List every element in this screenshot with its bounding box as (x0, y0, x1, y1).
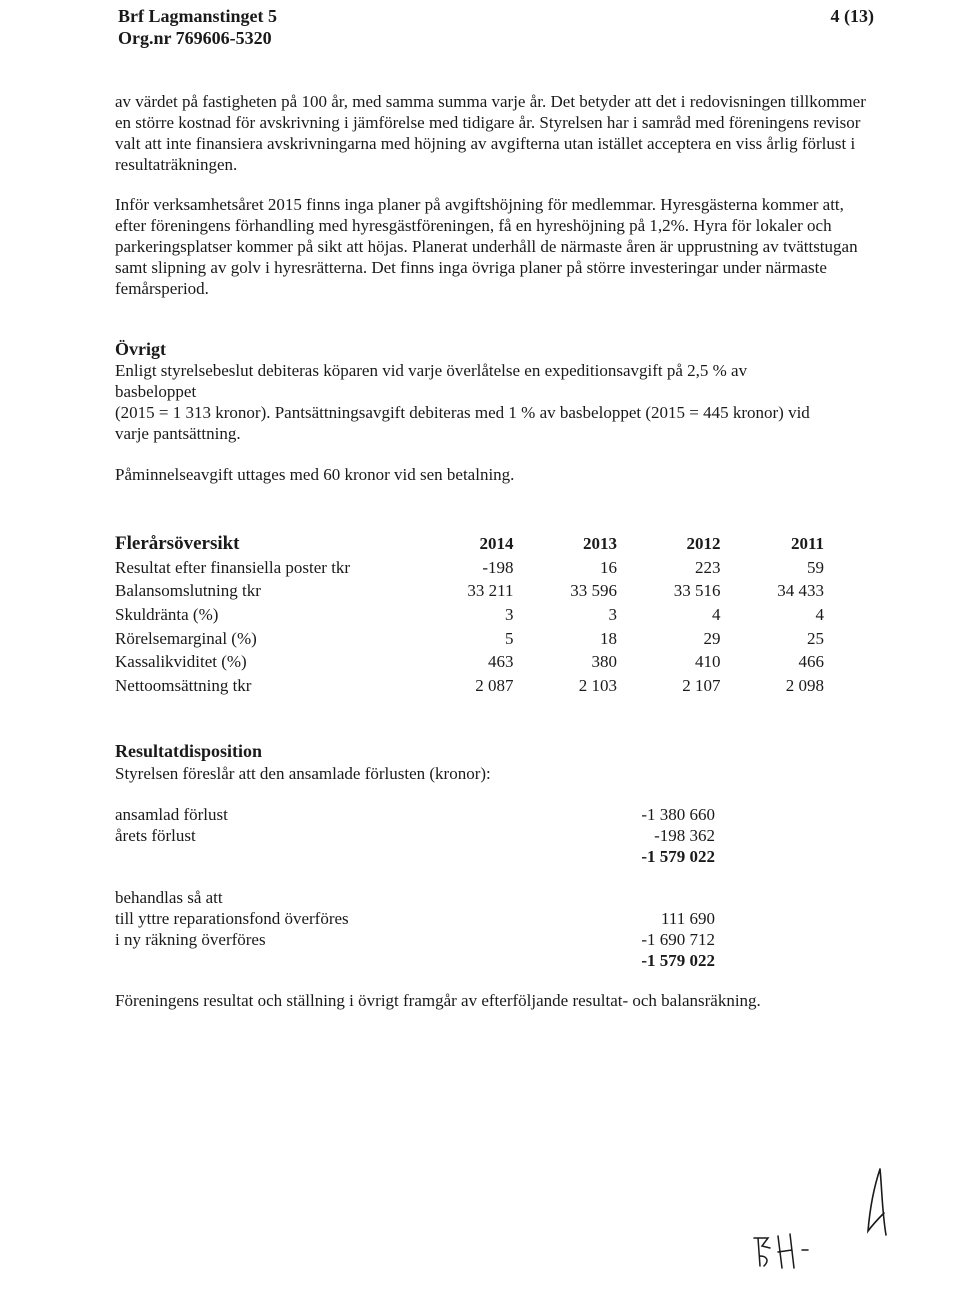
ovrigt-line-2: basbeloppet (115, 382, 197, 401)
cell-value: 2 107 (682, 675, 721, 695)
cell-value: 5 (505, 628, 514, 648)
cell-value: 34 433 (777, 581, 824, 601)
row-label: Balansomslutning tkr (115, 581, 261, 601)
cell-value: 33 211 (467, 581, 514, 601)
cell-value: 2 103 (578, 675, 617, 695)
year-2013: 2013 (583, 533, 617, 553)
ovrigt-reminder-fee: Påminnelseavgift uttages med 60 kronor vid sen betalning. (115, 465, 515, 484)
cell-value: 4 (815, 604, 824, 624)
accumulated-loss-value: -1 380 660 (641, 805, 715, 824)
row-label: Resultat efter finansiella poster tkr (115, 557, 351, 577)
carry-forward-value: -1 690 712 (641, 930, 715, 949)
table-row (115, 556, 824, 580)
year-2012: 2012 (686, 533, 721, 553)
intro-paragraph-1: av värdet på fastigheten på 100 år, med samma summa varje år. Det betyder att det i redovisningen tillkommer en större kostnad för avskrivning i jämförelse med tidigare år. Styrelsen har i samråd med föreningens revisor valt att inte finansiera avskrivningarna med höjning av avgifterna utan istället acceptera en viss årlig förlust i resultaträkningen. (115, 92, 866, 174)
table-row (115, 603, 824, 627)
ovrigt-line-3: (2015 = 1 313 kronor). Pantsättningsavgift debiteras med 1 % av basbeloppet (2015 = 445 kronor) vid (115, 403, 810, 422)
cell-value: 29 (703, 628, 721, 648)
cell-value: 410 (695, 652, 721, 672)
year-loss-label: årets förlust (115, 826, 196, 845)
year-2011: 2011 (790, 533, 824, 553)
cell-value: 18 (600, 628, 617, 648)
cell-value: 2 087 (475, 675, 514, 695)
cell-value: 3 (608, 604, 617, 624)
repair-fund-value: 111 690 (661, 909, 715, 928)
row-label: Kassalikviditet (%) (115, 652, 247, 672)
cell-value: 380 (591, 652, 617, 672)
page-number: 4 (13) (830, 6, 874, 26)
cell-value: 223 (695, 557, 721, 577)
cell-value: 466 (798, 652, 824, 672)
multi-year-overview-table (115, 532, 824, 698)
cell-value: 4 (712, 604, 721, 624)
table-row (115, 674, 824, 698)
treated-label: behandlas så att (115, 888, 223, 907)
accumulated-loss-label: ansamlad förlust (115, 805, 228, 824)
table-row (115, 579, 824, 603)
ovrigt-line-4: varje pantsättning. (115, 424, 241, 443)
overview-header-row (115, 532, 824, 556)
cell-value: 59 (807, 557, 824, 577)
disposition-total-2: -1 579 022 (641, 951, 715, 970)
disposition-heading: Resultatdisposition (115, 741, 263, 761)
table-row (115, 650, 824, 674)
row-label: Skuldränta (%) (115, 604, 219, 624)
cell-value: 33 516 (673, 581, 721, 601)
year-2014: 2014 (479, 533, 514, 553)
cell-value: 25 (807, 628, 824, 648)
cell-value: 16 (600, 557, 617, 577)
carry-forward-label: i ny räkning överföres (115, 930, 266, 949)
repair-fund-label: till yttre reparationsfond överföres (115, 909, 349, 928)
table-row (115, 627, 824, 651)
overview-heading: Flerårsöversikt (115, 532, 240, 554)
cell-value: -198 (482, 557, 514, 577)
year-loss-value: -198 362 (654, 826, 715, 845)
disposition-intro: Styrelsen föreslår att den ansamlade förlusten (kronor): (115, 764, 491, 783)
org-number: Org.nr 769606-5320 (118, 28, 272, 48)
company-name: Brf Lagmanstinget 5 (118, 6, 277, 26)
row-label: Nettoomsättning tkr (115, 675, 252, 695)
cell-value: 33 596 (570, 581, 617, 601)
disposition-total-1: -1 579 022 (641, 847, 715, 866)
signature-initials-left (748, 1226, 828, 1276)
ovrigt-line-1: Enligt styrelsebeslut debiteras köparen vid varje överlåtelse en expeditionsavgift på 2,5 % av (115, 361, 748, 380)
cell-value: 463 (488, 652, 514, 672)
intro-paragraph-2: Inför verksamhetsåret 2015 finns inga planer på avgiftshöjning för medlemmar. Hyresgästerna kommer att, efter föreningens förhandling med hyresgästföreningen, få en hyreshöjning på 1,2%. Hyra för lokaler och parkeringsplatser kommer på sikt att höjas. Planerat underhåll de närmaste åren är upprustning av tvättstugan samt slipning av golv i hyresrätterna. Det finns inga övriga planer på större investeringar under närmaste femårsperiod. (115, 195, 858, 298)
closing-statement: Föreningens resultat och ställning i övrigt framgår av efterföljande resultat- och balansräkning. (115, 991, 761, 1010)
row-label: Rörelsemarginal (%) (115, 628, 257, 648)
ovrigt-heading: Övrigt (115, 339, 166, 359)
cell-value: 3 (505, 604, 514, 624)
cell-value: 2 098 (785, 675, 824, 695)
signature-initial-right (860, 1165, 900, 1240)
